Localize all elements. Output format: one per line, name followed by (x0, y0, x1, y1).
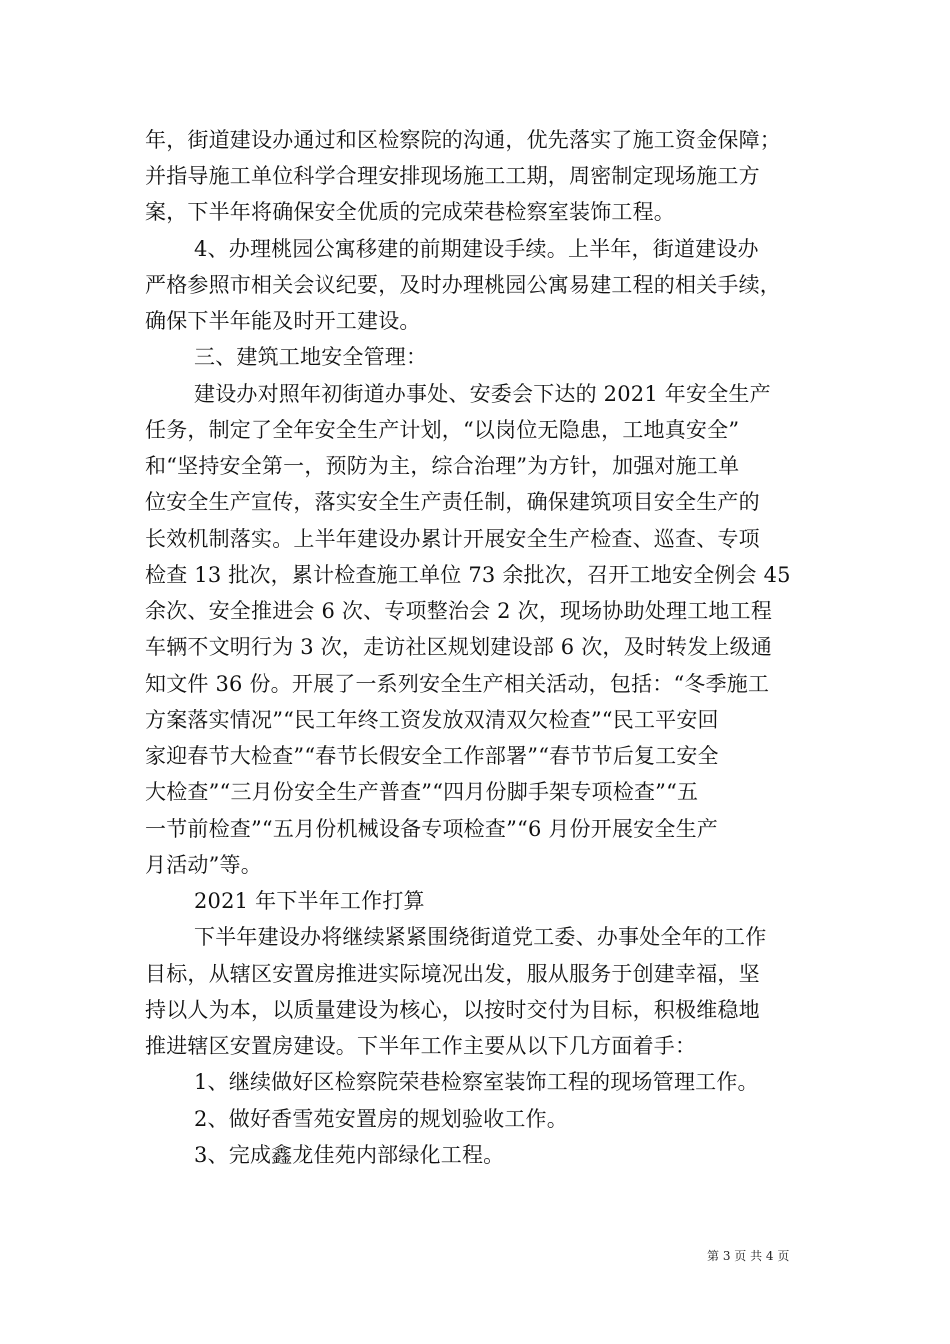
body-text-line: 余次、安全推进会 6 次、专项整治会 2 次，现场协助处理工地工程 (145, 599, 773, 623)
body-text-line: 案，下半年将确保安全优质的完成荣巷检察室装饰工程。 (145, 200, 675, 224)
body-text-line: 和“坚持安全第一，预防为主，综合治理”为方针，加强对施工单 (145, 454, 740, 478)
body-text-line: 推进辖区安置房建设。下半年工作主要从以下几方面着手： (145, 1034, 697, 1058)
section-heading: 2021 年下半年工作打算 (194, 889, 425, 913)
body-text-line: 任务，制定了全年安全生产计划，“以岗位无隐患，工地真安全” (145, 418, 740, 442)
body-text-line: 并指导施工单位科学合理安排现场施工工期，周密制定现场施工方 (145, 164, 760, 188)
body-text-line: 建设办对照年初街道办事处、安委会下达的 2021 年安全生产 (194, 382, 771, 406)
list-item: 3、完成鑫龙佳苑内部绿化工程。 (194, 1143, 505, 1167)
body-text-line: 知文件 36 份。开展了一系列安全生产相关活动，包括：“冬季施工 (145, 672, 770, 696)
body-text-line: 车辆不文明行为 3 次，走访社区规划建设部 6 次，及时转发上级通 (145, 635, 773, 659)
body-text-line: 位安全生产宣传，落实安全生产责任制，确保建筑项目安全生产的 (145, 490, 760, 514)
list-item: 1、继续做好区检察院荣巷检察室装饰工程的现场管理工作。 (194, 1070, 759, 1094)
list-item: 2、做好香雪苑安置房的规划验收工作。 (194, 1107, 568, 1131)
body-text-line: 家迎春节大检查”“春节长假安全工作部署”“春节节后复工安全 (145, 744, 719, 768)
body-text-line: 月活动”等。 (145, 853, 262, 877)
page-number: 第 3 页 共 4 页 (707, 1249, 790, 1263)
body-text-line: 长效机制落实。上半年建设办累计开展安全生产检查、巡查、专项 (145, 527, 760, 551)
body-text-line: 4、办理桃园公寓移建的前期建设手续。上半年，街道建设办 (194, 237, 759, 261)
body-text-line: 确保下半年能及时开工建设。 (145, 309, 421, 333)
body-text-line: 目标，从辖区安置房推进实际境况出发，服从服务于创建幸福，坚 (145, 962, 760, 986)
body-text-line: 检查 13 批次，累计检查施工单位 73 余批次，召开工地安全例会 45 (145, 563, 791, 587)
body-text-line: 下半年建设办将继续紧紧围绕街道党工委、办事处全年的工作 (194, 925, 767, 949)
body-text-line: 大检查”“三月份安全生产普查”“四月份脚手架专项检查”“五 (145, 780, 699, 804)
section-heading: 三、建筑工地安全管理： (194, 345, 428, 369)
body-text-line: 年，街道建设办通过和区检察院的沟通，优先落实了施工资金保障； (145, 128, 781, 152)
body-text-line: 方案落实情况”“民工年终工资发放双清双欠检查”“民工平安回 (145, 708, 719, 732)
body-text-line: 严格参照市相关会议纪要，及时办理桃园公寓易建工程的相关手续， (145, 273, 781, 297)
body-text-line: 持以人为本，以质量建设为核心，以按时交付为目标，积极维稳地 (145, 998, 760, 1022)
body-text-line: 一节前检查”“五月份机械设备专项检查”“6 月份开展安全生产 (145, 817, 718, 841)
